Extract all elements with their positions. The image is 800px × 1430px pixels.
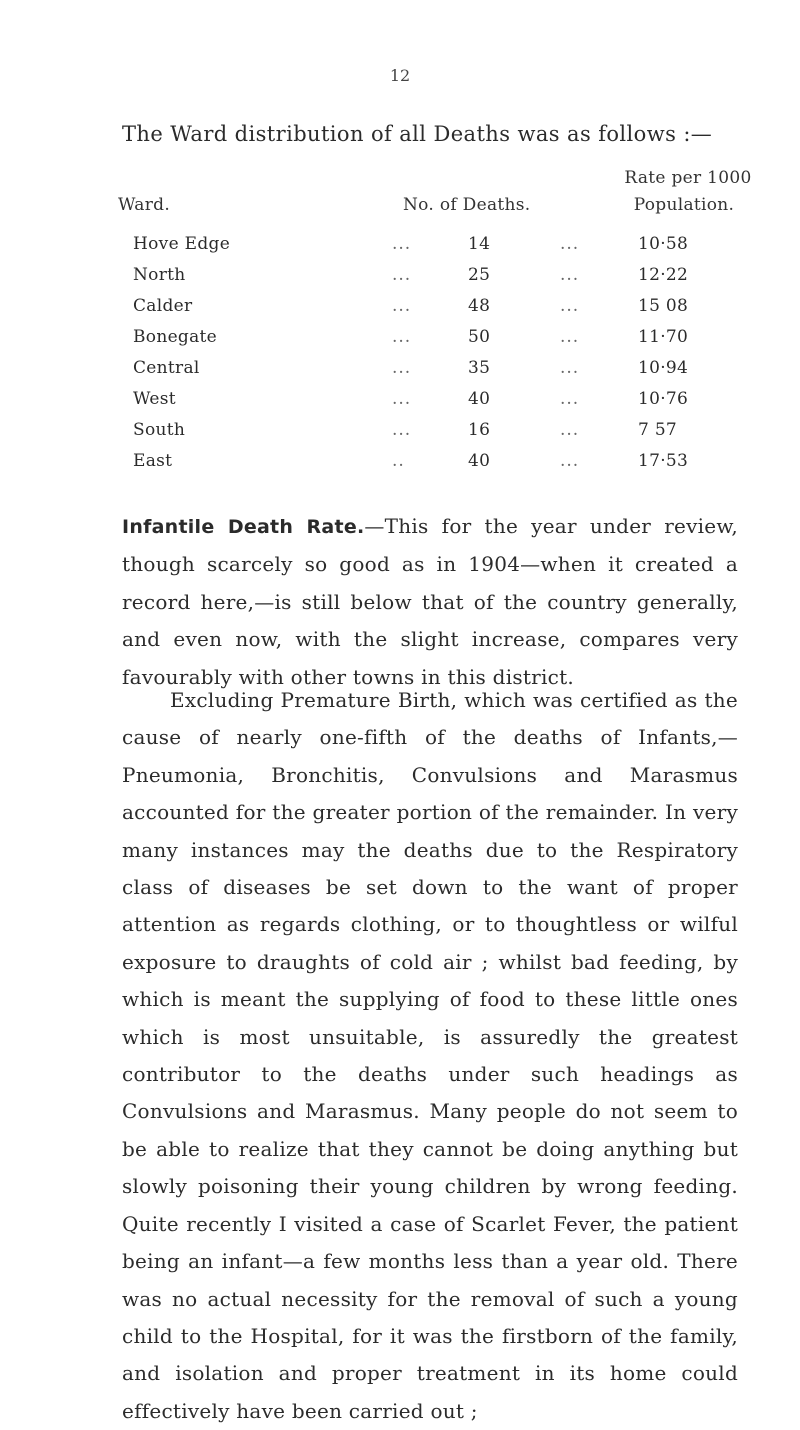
paragraph-lead-heading: Infantile Death Rate. bbox=[122, 516, 365, 538]
death-count: 25 bbox=[468, 265, 491, 285]
leader-dots: ... bbox=[560, 389, 580, 409]
page-number: 12 bbox=[389, 66, 411, 85]
table-row bbox=[0, 389, 800, 419]
paragraph-premature-birth: Excluding Premature Birth, which was certified as the cause of nearly one-fifth of the deaths of Infants,—Pneumonia, Bronchitis, Convulsions and Marasmus accounted for the greater portion of the remainder. In very many instances may the deaths due to the Respiratory class of diseases be set down to the want of proper attention as regards clothing, or to thoughtless or wilful exposure to draughts of cold air ; whilst bad feeding, by which is meant the supplying of food to these little ones which is most unsuitable, is assuredly the greatest contributor to the deaths under such headings as Convulsions and Marasmus. Many people do not seem to be able to realize that they cannot be doing anything but slowly poisoning their young children by wrong feeding. Quite recently I visited a case of Scarlet Fever, the patient being an infant—a few months less than a year old. There was no actual necessity for the removal of such a young child to the Hospital, for it was the firstborn of the family, and isolation and proper treatment in its home could effectively have been carried out ; bbox=[122, 688, 738, 1423]
death-count: 40 bbox=[468, 389, 491, 409]
header-rate-line2: Population. bbox=[633, 195, 735, 215]
ward-deaths-table bbox=[0, 0, 800, 471]
header-ward: Ward. bbox=[118, 195, 171, 215]
leader-dots: ... bbox=[560, 420, 580, 440]
death-rate: 11·70 bbox=[638, 327, 689, 347]
death-rate: 10·94 bbox=[638, 358, 689, 378]
ward-name: East bbox=[133, 451, 173, 471]
ward-name: North bbox=[133, 265, 186, 285]
leader-dots: ... bbox=[560, 327, 580, 347]
table-row bbox=[0, 451, 800, 481]
leader-dots: ... bbox=[560, 234, 580, 254]
ward-name: South bbox=[133, 420, 186, 440]
death-rate: 7 57 bbox=[638, 420, 678, 440]
table-row bbox=[0, 420, 800, 450]
death-rate: 10·58 bbox=[638, 234, 689, 254]
leader-dots: ... bbox=[392, 296, 412, 316]
death-count: 48 bbox=[468, 296, 491, 316]
death-rate: 17·53 bbox=[638, 451, 689, 471]
ward-name: Central bbox=[133, 358, 200, 378]
ward-name: West bbox=[133, 389, 176, 409]
table-row bbox=[0, 296, 800, 326]
death-count: 14 bbox=[468, 234, 491, 254]
death-count: 16 bbox=[468, 420, 491, 440]
death-rate: 12·22 bbox=[638, 265, 689, 285]
leader-dots: .. bbox=[392, 451, 405, 471]
table-row bbox=[0, 265, 800, 295]
leader-dots: ... bbox=[560, 296, 580, 316]
ward-name: Calder bbox=[133, 296, 193, 316]
header-rate-line1: Rate per 1000 bbox=[624, 168, 752, 188]
leader-dots: ... bbox=[392, 327, 412, 347]
leader-dots: ... bbox=[560, 451, 580, 471]
header-deaths: No. of Deaths. bbox=[403, 195, 531, 215]
table-intro: The Ward distribution of all Deaths was as follows :— bbox=[122, 122, 713, 146]
ward-name: Bonegate bbox=[133, 327, 218, 347]
death-rate: 15 08 bbox=[638, 296, 689, 316]
table-row bbox=[0, 358, 800, 388]
leader-dots: ... bbox=[392, 234, 412, 254]
death-count: 40 bbox=[468, 451, 491, 471]
ward-name: Hove Edge bbox=[133, 234, 231, 254]
paragraph-infantile-death-rate bbox=[122, 508, 738, 696]
death-count: 35 bbox=[468, 358, 491, 378]
leader-dots: ... bbox=[392, 358, 412, 378]
leader-dots: ... bbox=[392, 389, 412, 409]
death-rate: 10·76 bbox=[638, 389, 689, 409]
leader-dots: ... bbox=[392, 265, 412, 285]
leader-dots: ... bbox=[560, 358, 580, 378]
paragraph-body: —This for the year under review, though scarcely so good as in 1904—when it created a record here,—is still below that of the country generally, and even now, with the slight increase, compares very favourably with other towns in this district. bbox=[122, 514, 738, 689]
leader-dots: ... bbox=[392, 420, 412, 440]
death-count: 50 bbox=[468, 327, 491, 347]
leader-dots: ... bbox=[560, 265, 580, 285]
table-row bbox=[0, 234, 800, 264]
table-row bbox=[0, 327, 800, 357]
